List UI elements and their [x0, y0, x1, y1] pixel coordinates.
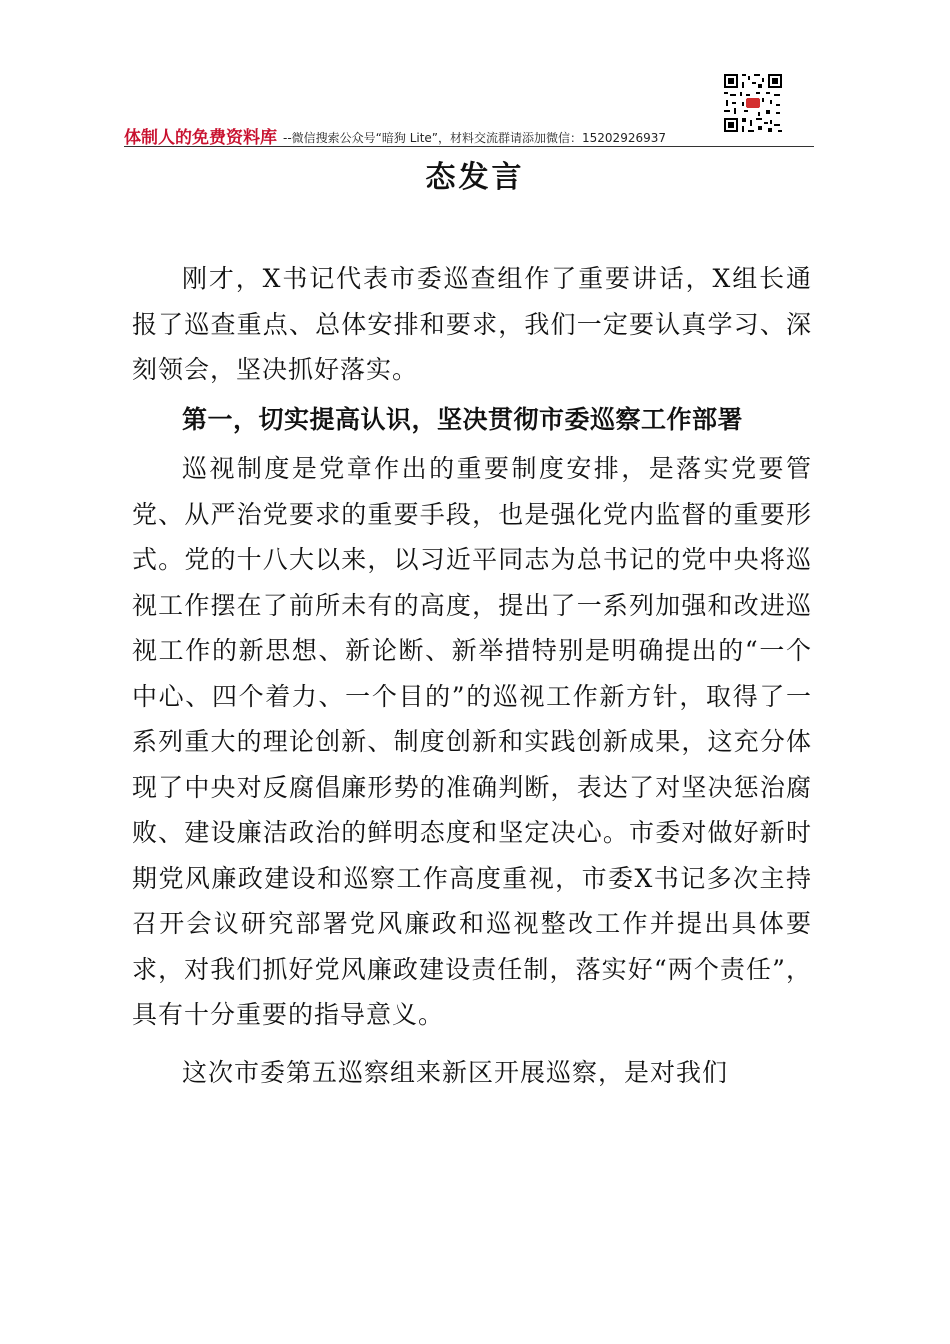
document-body: [132, 256, 812, 1095]
header-divider: [124, 146, 814, 147]
paragraph-intro: 刚才，X书记代表市委巡查组作了重要讲话，X组长通报了巡查重点、总体安排和要求，我们一定要认真学习、深刻领会，坚决抓好落实。: [132, 264, 812, 384]
qr-code-icon: [722, 72, 784, 134]
header-brand: 体制人的免费资料库: [124, 128, 277, 148]
paragraph-inspection-system: 巡视制度是党章作出的重要制度安排，是落实党要管党、从严治党要求的重要手段，也是强化党内监督的重要形式。党的十八大以来，以习近平同志为总书记的党中央将巡视工作摆在了前所未有的高度，提出了一系列加强和改进巡视工作的新思想、新论断、新举措特别是明确提出的“一个中心、四个着力、一个目的”的巡视工作新方针，取得了一系列重大的理论创新、制度创新和实践创新成果，这充分体现了中央对反腐倡廉形势的准确判断，表达了对坚决惩治腐败、建设廉洁政治的鲜明态度和坚定决心。市委对做好新时期党风廉政建设和巡察工作高度重视，市委X书记多次主持召开会议研究部署党风廉政和巡视整改工作并提出具体要求，对我们抓好党风廉政建设责任制，落实好“两个责任”，具有十分重要的指导意义。: [132, 454, 812, 1029]
section-heading-1: 第一，切实提高认识，坚决贯彻市委巡察工作部署: [182, 404, 744, 434]
header-note: --微信搜索公众号“暗狗 Lite”，材料交流群请添加微信：15202926937: [283, 131, 666, 145]
page-title: 态发言: [425, 160, 525, 195]
page-header: [124, 120, 814, 148]
paragraph-fifth-group: 这次市委第五巡察组来新区开展巡察，是对我们: [182, 1057, 729, 1087]
